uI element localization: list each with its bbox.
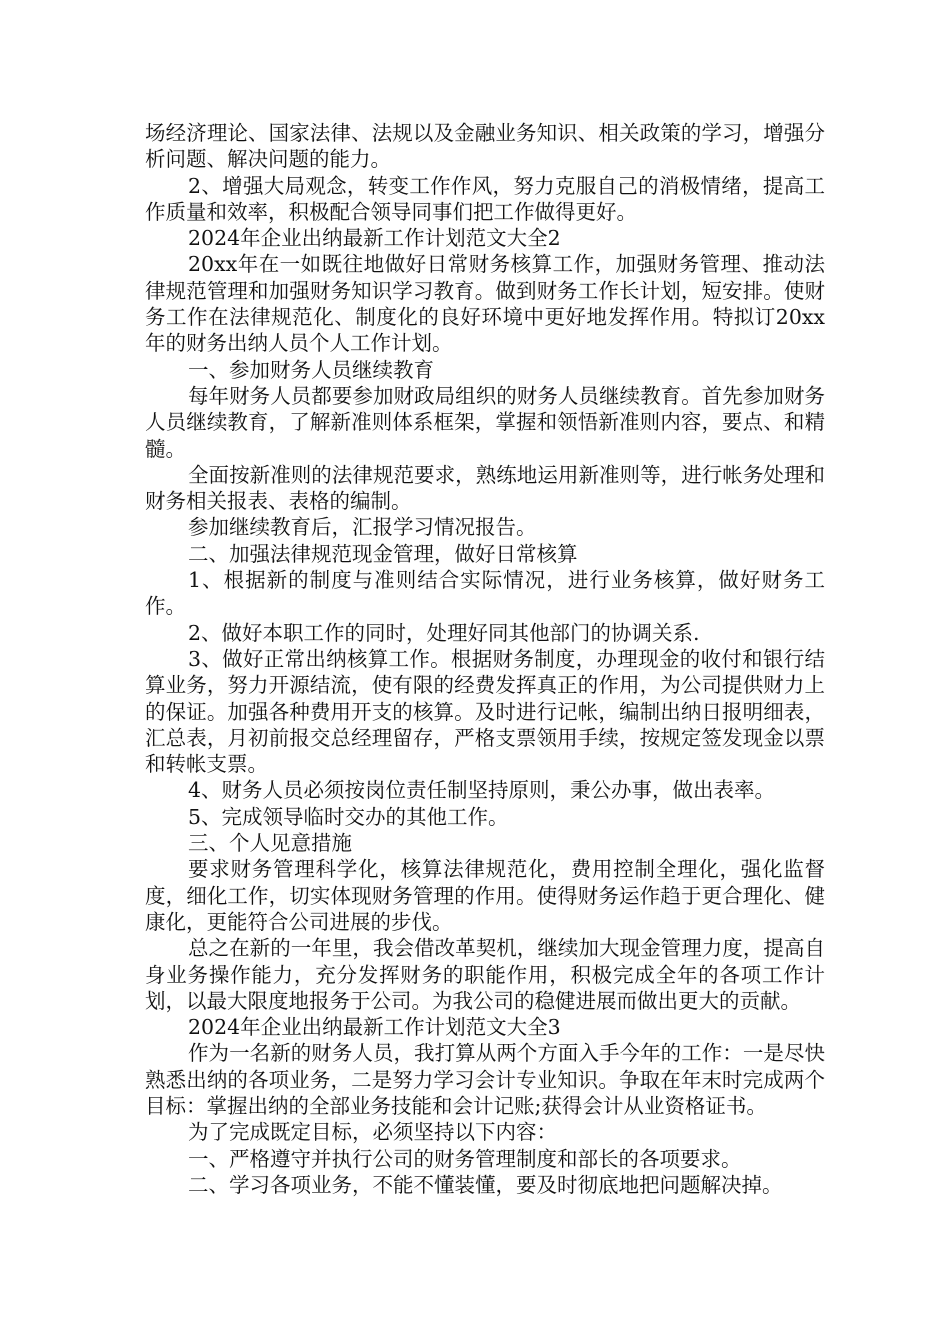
paragraph: 为了完成既定目标，必须坚持以下内容： (188, 1120, 557, 1145)
paragraph: 20xx年在一如既往地做好日常财务核算工作，加强财务管理、推动法律规范管理和加强财务知识学习教育。做到财务工作长计划，短安排。使财务工作在法律规范化、制度化的良好环境中更好地发挥作用。特拟订20xx年的财务出纳人员个人工作计划。 (145, 252, 825, 356)
paragraph: 5、完成领导临时交办的其他工作。 (188, 804, 509, 829)
document-body (145, 120, 825, 1198)
paragraph: 场经济理论、国家法律、法规以及金融业务知识、相关政策的学习，增强分析问题、解决问题的能力。 (145, 121, 825, 172)
paragraph: 2、增强大局观念，转变工作作风，努力克服自己的消极情绪，提高工作质量和效率，积极配合领导同事们把工作做得更好。 (145, 173, 825, 224)
paragraph: 3、做好正常出纳核算工作。根据财务制度，办理现金的收付和银行结算业务，努力开源结流，使有限的经费发挥真正的作用，为公司提供财力上的保证。加强各种费用开支的核算。及时进行记帐，编制出纳日报明细表，汇总表，月初前报交总经理留存，严格支票领用手续，按规定签发现金以票和转帐支票。 (145, 646, 825, 777)
paragraph: 参加继续教育后，汇报学习情况报告。 (188, 515, 537, 540)
paragraph: 一、严格遵守并执行公司的财务管理制度和部长的各项要求。 (188, 1146, 742, 1171)
section-heading: 三、个人见意措施 (188, 831, 352, 856)
paragraph: 全面按新准则的法律规范要求，熟练地运用新准则等，进行帐务处理和财务相关报表、表格的编制。 (145, 462, 825, 514)
paragraph: 作为一名新的财务人员，我打算从两个方面入手今年的工作：一是尽快熟悉出纳的各项业务，二是努力学习会计专业知识。争取在年末时完成两个目标：掌握出纳的全部业务技能和会计记账;获得会计从业资格证书。 (145, 1041, 825, 1118)
paragraph: 2、做好本职工作的同时，处理好同其他部门的协调关系. (188, 620, 700, 645)
paragraph: 总之在新的一年里，我会借改革契机，继续加大现金管理力度，提高自身业务操作能力，充分发挥财务的职能作用，积极完成全年的各项工作计划，以最大限度地报务于公司。为我公司的稳健进展而做出更大的贡献。 (145, 936, 825, 1013)
section-heading: 二、加强法律规范现金管理，做好日常核算 (188, 541, 578, 566)
section-heading: 2024年企业出纳最新工作计划范文大全3 (188, 1015, 561, 1040)
section-heading: 一、参加财务人员继续教育 (188, 357, 434, 382)
paragraph: 每年财务人员都要参加财政局组织的财务人员继续教育。首先参加财务人员继续教育，了解新准则体系框架，掌握和领悟新准则内容，要点、和精髓。 (145, 383, 825, 461)
paragraph: 要求财务管理科学化，核算法律规范化，费用控制全理化，强化监督度，细化工作，切实体现财务管理的作用。使得财务运作趋于更合理化、健康化，更能符合公司进展的步伐。 (145, 857, 825, 934)
section-heading: 2024年企业出纳最新工作计划范文大全2 (188, 226, 561, 251)
paragraph: 4、财务人员必须按岗位责任制坚持原则，秉公办事，做出表率。 (188, 778, 776, 803)
paragraph: 1、根据新的制度与准则结合实际情况，进行业务核算，做好财务工作。 (145, 568, 825, 619)
paragraph: 二、学习各项业务，不能不懂装懂，要及时彻底地把问题解决掉。 (188, 1172, 783, 1197)
